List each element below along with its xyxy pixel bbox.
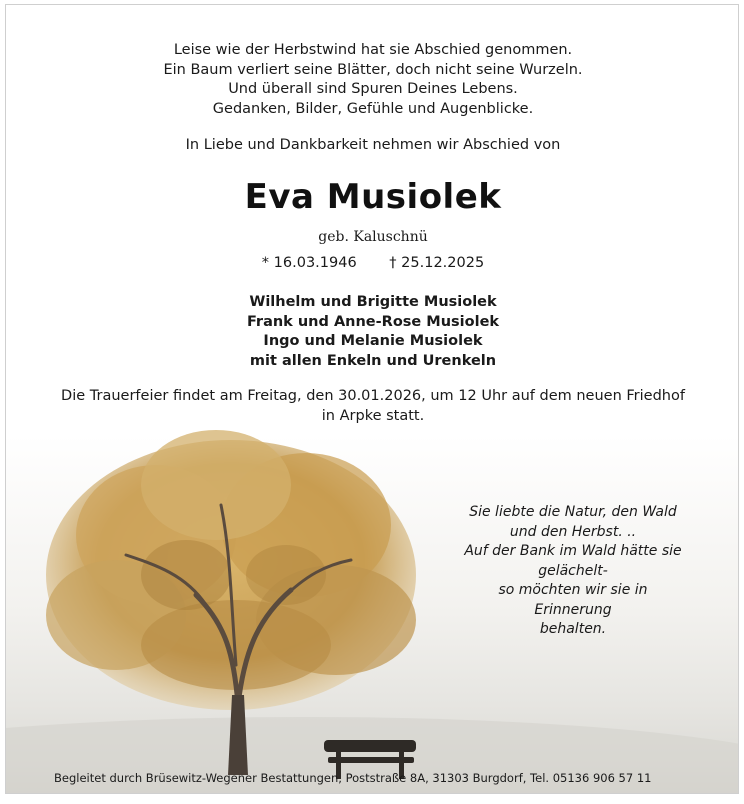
quote-line: und den Herbst. .. [509, 523, 637, 540]
quote-line: so möchten wir sie in Erinnerung [498, 582, 648, 618]
mourner-line: Ingo und Melanie Musiolek [263, 333, 483, 349]
poem-line: Gedanken, Bilder, Gefühle und Augenblicke. [212, 100, 534, 117]
funeral-home-footer: Begleitet durch Brüsewitz-Wegener Bestattungen, Poststraße 8A, 31303 Burgdorf, Tel. 05136 906 57 11 [54, 771, 652, 785]
poem-line: Leise wie der Herbstwind hat sie Abschied genommen. [173, 42, 573, 58]
poem-line: Und überall sind Spuren Deines Lebens. [228, 81, 518, 97]
mourner-line: Wilhelm und Brigitte Musiolek [249, 294, 497, 310]
poem [6, 41, 739, 119]
birth-name: geb. Kaluschnü [318, 229, 428, 245]
poem-line: Ein Baum verliert seine Blätter, doch nicht seine Wurzeln. [163, 61, 583, 78]
memorial-quote [458, 503, 688, 640]
mourners-list [6, 293, 739, 371]
service-line: Die Trauerfeier findet am Freitag, den 30.01.2026, um 12 Uhr auf dem neuen Friedhof [61, 388, 685, 404]
quote-line: behalten. [539, 621, 607, 637]
mourner-line: Frank und Anne-Rose Musiolek [246, 313, 500, 330]
service-line: in Arpke statt. [321, 407, 425, 424]
birth-date: * 16.03.1946 [261, 255, 357, 271]
quote-line: Sie liebte die Natur, den Wald [469, 504, 677, 520]
death-date: † 25.12.2025 [389, 255, 485, 271]
deceased-name: Eva Musiolek [244, 177, 502, 217]
funeral-service-info [6, 387, 739, 426]
mourner-line: mit allen Enkeln und Urenkeln [249, 352, 497, 369]
intro-text: In Liebe und Dankbarkeit nehmen wir Abschied von [185, 137, 561, 153]
obituary-notice [5, 4, 739, 794]
quote-line: Auf der Bank im Wald hätte sie [464, 543, 682, 559]
life-dates [6, 255, 739, 271]
quote-line: gelächelt- [538, 562, 608, 579]
